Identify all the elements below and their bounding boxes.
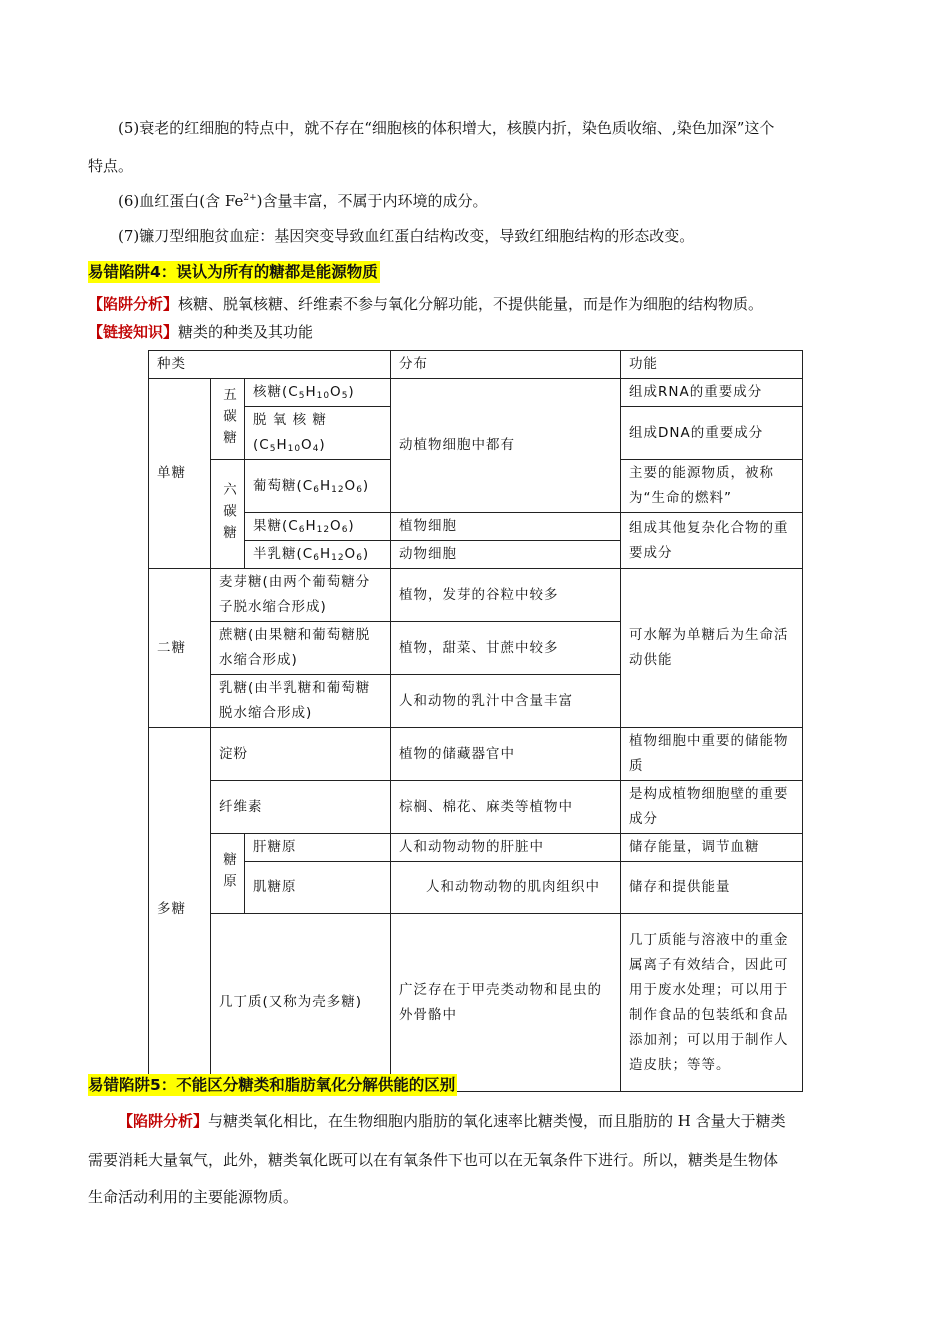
deoxyribose-name: 脱 氧 核 糖	[253, 412, 327, 428]
fructose-sub-o: 6	[341, 525, 349, 535]
table-row	[149, 728, 803, 781]
six-carbon-label: 六碳糖	[211, 460, 245, 569]
deoxy-sub-o: 4	[312, 444, 320, 454]
deoxyribose-function: 组成DNA的重要成分	[621, 407, 803, 460]
ribose-sub-o: 5	[341, 391, 349, 401]
fructose-cell: 果糖$(C_6H_{12}O_6)$	[245, 513, 391, 541]
starch-function: 植物细胞中重要的储能物质	[621, 728, 803, 781]
lactose-cell: 乳糖(由半乳糖和葡萄糖脱水缩合形成)	[211, 675, 391, 728]
sugar-table	[148, 350, 803, 1092]
trap4-link-tag: 【链接知识】	[88, 323, 179, 341]
glucose-sub-h: 12	[331, 484, 345, 495]
paragraph-5-line2: 特点。	[88, 157, 134, 175]
table-header-row	[149, 351, 803, 379]
liver-glycogen-cell: 肝糖原	[245, 834, 391, 862]
di-label: 二糖	[149, 569, 211, 728]
ribose-cell: 核糖$(C_5H_{10}O_5)$	[245, 379, 391, 407]
five-carbon-label: 五碳糖	[211, 379, 245, 460]
table-row	[149, 834, 803, 862]
table-row	[149, 862, 803, 914]
fructose-sub-c: 6	[298, 525, 306, 535]
ribose-name: 核糖(C	[253, 384, 299, 400]
mono-common-distribution: 动植物细胞中都有	[391, 379, 621, 513]
muscle-glycogen-function: 储存和提供能量	[621, 862, 803, 914]
starch-distribution: 植物的储藏器官中	[391, 728, 621, 781]
trap4-link	[88, 314, 864, 350]
trap5-line2: 需要消耗大量氧气，此外，糖类氧化既可以在有氧条件下也可以在无氧条件下进行。所以，糖类是生物体	[88, 1151, 779, 1169]
galactose-sub-c: 6	[313, 553, 320, 563]
glucose-name: 葡萄糖(C	[253, 477, 314, 494]
muscle-glycogen-distribution: 人和动物动物的肌肉组织中	[391, 862, 621, 914]
galactose-sub-o: 6	[356, 553, 363, 563]
muscle-glycogen-cell: 肌糖原	[245, 862, 391, 914]
header-distribution: 分布	[391, 351, 621, 379]
galactose-name: 半乳糖(C	[253, 546, 314, 562]
cellulose-distribution: 棕榈、棉花、麻类等植物中	[391, 781, 621, 834]
table-row	[149, 379, 803, 407]
ribose-function: 组成RNA的重要成分	[621, 379, 803, 407]
maltose-distribution: 植物，发芽的谷粒中较多	[391, 569, 621, 622]
deoxy-sub-c: 5	[269, 444, 277, 454]
chitin-function: 几丁质能与溶液中的重金属离子有效结合，因此可用于废水处理；可以用于制作食品的包装纸和食品添加剂；可以用于制作人造皮肤；等等。	[621, 914, 803, 1092]
header-kind: 种类	[149, 351, 391, 379]
poly-label: 多糖	[149, 728, 211, 1092]
paragraph-6-before: (6)血红蛋白(含 Fe	[118, 192, 244, 210]
fructose-name: 果糖(C	[253, 518, 299, 534]
table-row	[149, 513, 803, 541]
trap5-line1	[118, 1103, 864, 1139]
paragraph-6-after: )含量丰富，不属于内环境的成分。	[256, 192, 488, 210]
paragraph-5-line1: (5)衰老的红细胞的特点中，就不存在“细胞核的体积增大，核膜内折，染色质收缩、,染色加深”这个	[118, 119, 775, 137]
galactose-sub-h: 12	[331, 553, 345, 563]
cellulose-cell: 纤维素	[211, 781, 391, 834]
glucose-sub-o: 6	[356, 484, 363, 495]
deoxyribose-formula: $(C_5H_{10}O_4)$	[253, 437, 326, 454]
maltose-cell: 麦芽糖(由两个葡萄糖分子脱水缩合形成)	[211, 569, 391, 622]
galactose-cell: 半乳糖$(C_6H_{12}O_6)$	[245, 541, 391, 569]
trap5-line1-text: 与糖类氧化相比，在生物细胞内脂肪的氧化速率比糖类慢，而且脂肪的 H 含量大于糖类	[208, 1112, 786, 1130]
paragraph-7: (7)镰刀型细胞贫血症：基因突变导致血红蛋白结构改变，导致红细胞结构的形态改变。	[118, 227, 695, 245]
trap4-analysis-text: 核糖、脱氧核糖、纤维素不参与氧化分解功能，不提供能量，而是作为细胞的结构物质。	[178, 295, 764, 313]
fructose-sub-h: 12	[316, 525, 331, 535]
cellulose-function: 是构成植物细胞壁的重要成分	[621, 781, 803, 834]
trap5-analysis-tag: 【陷阱分析】	[118, 1112, 209, 1130]
trap5-heading: 易错陷阱5：不能区分糖类和脂肪氧化分解供能的区别	[88, 1076, 456, 1094]
mono-label: 单糖	[149, 379, 211, 569]
trap4-heading: 易错陷阱4：误认为所有的糖都是能源物质	[88, 263, 378, 281]
trap4-analysis-tag: 【陷阱分析】	[88, 295, 179, 313]
galactose-distribution: 动物细胞	[391, 541, 621, 569]
lactose-distribution: 人和动物的乳汁中含量丰富	[391, 675, 621, 728]
trap5-line3: 生命活动利用的主要能源物质。	[88, 1188, 299, 1206]
sucrose-distribution: 植物，甜菜、甘蔗中较多	[391, 622, 621, 675]
ribose-sub-c: 5	[298, 391, 306, 401]
mono-other-function: 组成其他复杂化合物的重要成分	[621, 513, 803, 569]
sucrose-cell: 蔗糖(由果糖和葡萄糖脱水缩合形成)	[211, 622, 391, 675]
glucose-function: 主要的能源物质，被称为“生命的燃料”	[621, 460, 803, 513]
trap4-link-text: 糖类的种类及其功能	[178, 323, 314, 341]
di-function: 可水解为单糖后为生命活动供能	[621, 569, 803, 728]
table-row	[149, 569, 803, 622]
liver-glycogen-function: 储存能量，调节血糖	[621, 834, 803, 862]
table-row	[149, 914, 803, 1092]
glucose-sub-c: 6	[313, 484, 320, 495]
deoxy-sub-h: 10	[287, 444, 302, 454]
paragraph-6	[118, 183, 864, 219]
deoxyribose-cell	[245, 407, 391, 460]
glycogen-label: 糖原	[211, 834, 245, 914]
table-row	[149, 781, 803, 834]
chitin-distribution: 广泛存在于甲壳类动物和昆虫的外骨骼中	[391, 914, 621, 1092]
ribose-sub-h: 10	[316, 391, 331, 401]
liver-glycogen-distribution: 人和动物动物的肝脏中	[391, 834, 621, 862]
fructose-distribution: 植物细胞	[391, 513, 621, 541]
paragraph-6-sup: 2+	[243, 193, 257, 203]
chitin-cell: 几丁质(又称为壳多糖)	[211, 914, 391, 1092]
header-function: 功能	[621, 351, 803, 379]
glucose-cell: 葡萄糖$(C_6H_{12}O_6)$	[245, 460, 391, 513]
starch-cell: 淀粉	[211, 728, 391, 781]
